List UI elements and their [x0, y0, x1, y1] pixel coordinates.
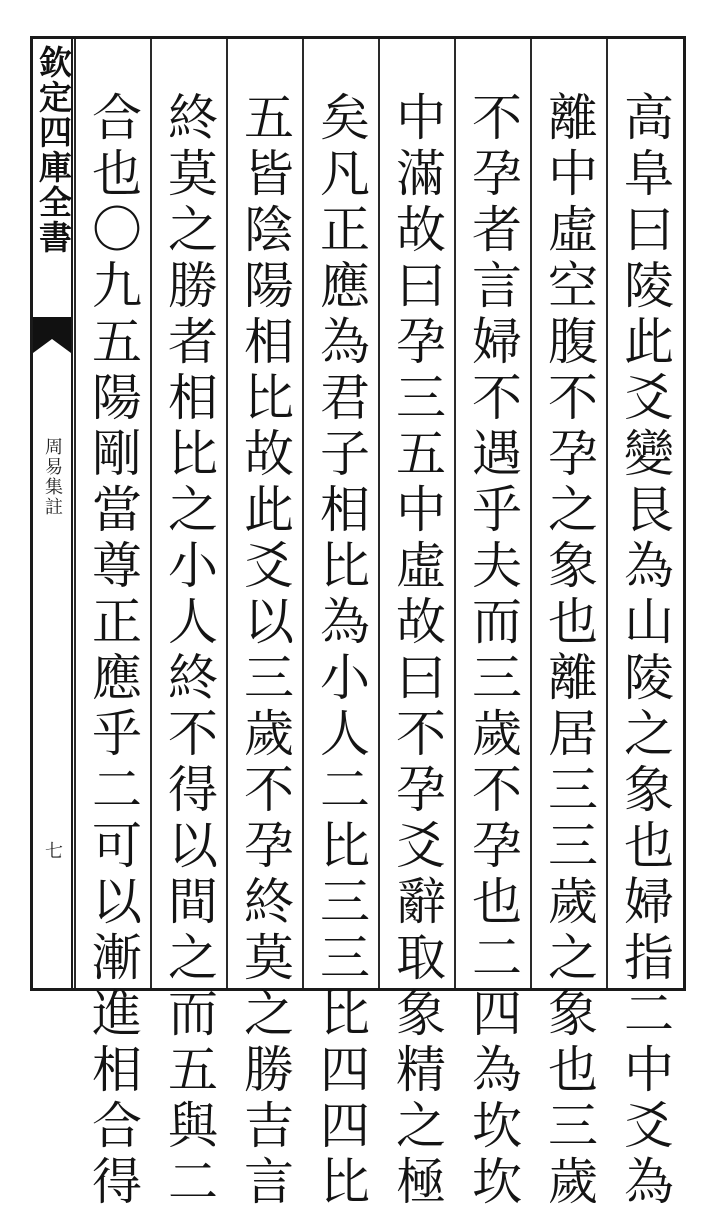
text-column-7 [150, 39, 225, 1211]
text-column-4 [378, 39, 453, 1211]
column-text: 不孕者言婦不遇乎夫而三歲不孕也二四為坎坎 [464, 91, 522, 1211]
column-text: 高阜曰陵此爻變艮為山陵之象也婦指二中爻為 [616, 91, 674, 1211]
text-column-8 [74, 39, 149, 1211]
margin-strip [33, 39, 73, 988]
column-text: 終莫之勝者相比之小人終不得以間之而五與二 [160, 91, 218, 1211]
collection-title: 欽定四庫全書 [34, 45, 73, 255]
column-text: 矣凡正應為君子相比為小人二比三三比四四比 [312, 91, 370, 1211]
book-title: 周易集註 [42, 437, 63, 517]
fishtail-mark-icon [33, 317, 71, 359]
column-text: 離中虛空腹不孕之象也離居三三歲之象也三歲 [540, 91, 598, 1211]
text-column-5 [302, 39, 377, 1211]
column-text: 中滿故曰孕三五中虛故曰不孕爻辭取象精之極 [388, 91, 446, 1211]
column-text: 五皆陰陽相比故此爻以三歲不孕終莫之勝吉言 [236, 91, 294, 1211]
text-column-1 [606, 39, 681, 1211]
text-column-2 [530, 39, 605, 1211]
column-text: 合也〇九五陽剛當尊正應乎二可以漸進相合得 [84, 91, 142, 1211]
page-number: 七 [42, 841, 63, 859]
text-column-3 [454, 39, 529, 1211]
text-column-6 [226, 39, 301, 1211]
